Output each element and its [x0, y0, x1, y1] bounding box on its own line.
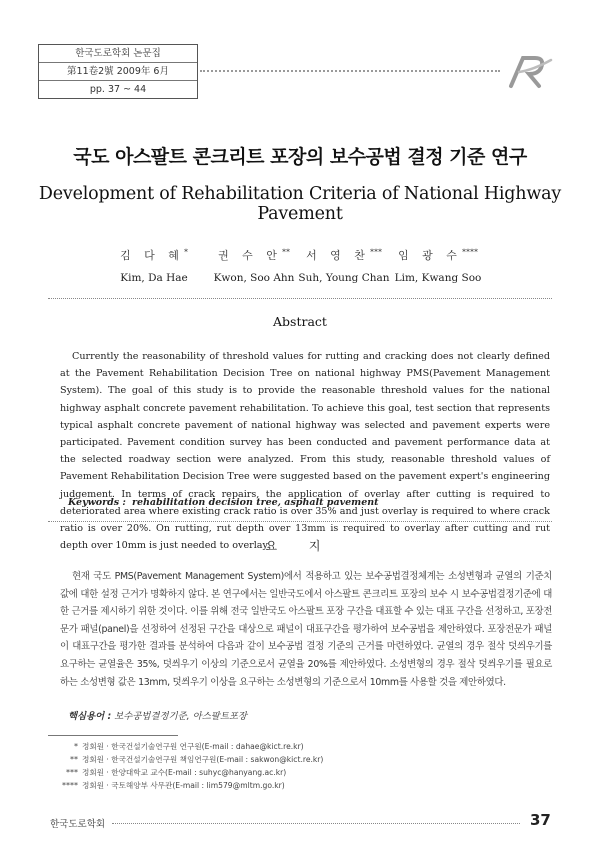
keywords-ko-line — [68, 708, 247, 722]
abstract-text: Currently the reasonability of threshold values for rutting and cracking does not clearly defined at the Pavement Rehabilitation Decision Tree on national highway PMS(Pavement Management System). The goal of this study is to provide the reasonable threshold values for the national highway asphalt concrete pavement rehabilitation. To achieve this goal, test section that represents typical asphalt concrete pavement of national highway was selected and pavement experts were participated. Pavement condition survey has been conducted and pavement performance data at the selected roadway section were analyzed. From this study, reasonable threshold values of Pavement Rehabilitation Decision Tree were suggested based on the pavement expert's engineering judgement. In terms of crack repairs, the application of overlay after cutting is required to deteriorated area where existing crack ratio is over 35% and just overlay is required to where crack ratio is over 20%. On rutting, rut depth over 13mm is required to overlay after cutting and rut depth over 10mm is just needed to overlay. — [60, 351, 550, 552]
footnote-mark: ** — [70, 755, 78, 764]
footnote-mark: *** — [66, 768, 78, 777]
footnote — [56, 767, 286, 778]
author-2-mark: ** — [281, 247, 290, 257]
footer-society: 한국도로학회 — [50, 819, 106, 830]
header-dotted-line — [200, 70, 500, 72]
footnote-rule — [48, 735, 178, 736]
abstract-heading: Abstract — [273, 314, 327, 329]
footer-dotted-line — [112, 823, 520, 824]
keywords-ko-text: 보수공법결정기준, 아스팔트포장 — [114, 711, 247, 722]
summary-body — [60, 568, 552, 691]
author-1-mark: * — [183, 247, 188, 257]
keywords-ko-label: 핵심용어 : — [68, 711, 112, 722]
journal-name: 한국도로학회 논문집 — [75, 48, 161, 59]
section-divider — [48, 298, 552, 299]
author-4-name-ko: 임 광 수 — [398, 249, 462, 262]
author-1-name-en: Kim, Da Hae — [120, 272, 188, 284]
keywords-text: rehabilitation decision tree, asphalt pavement — [131, 497, 379, 508]
author-4-mark: **** — [461, 247, 478, 257]
journal-pages: pp. 37 ~ 44 — [89, 84, 147, 95]
author-1-name-ko: 김 다 혜 — [120, 249, 184, 262]
journal-info-box — [38, 44, 198, 99]
summary-heading: 요 지 — [265, 539, 335, 553]
journal-logo-icon — [505, 52, 555, 90]
author-3-mark: *** — [369, 247, 382, 257]
footnote-text: 정회원 · 한양대학교 교수(E-mail : suhyc@hanyang.ac.kr) — [82, 768, 287, 777]
author-2-name-en: Kwon, Soo Ahn — [213, 272, 295, 284]
paper-title-korean: 국도 아스팔트 콘크리트 포장의 보수공법 결정 기준 연구 — [73, 146, 527, 168]
author-4-name-en: Lim, Kwang Soo — [394, 272, 482, 284]
footnote — [56, 754, 323, 765]
keywords-label: Keywords : — [68, 497, 126, 508]
summary-text: 현재 국도 PMS(Pavement Management System)에서 적용하고 있는 보수공법결정체계는 소성변형과 균열의 기준치 값에 대한 설정 근거가 명확하지 않다. 본 연구에서는 일반국도에서 아스팔트 콘크리트 포장의 보수 시 보수공법결정기준에 대한 근거를 제시하기 위한 것이다. 이를 위해 전국 일반국도 아스팔트 포장 구간을 대표할 수 있는 대표 구간을 선정하고, 포장전문가 패널(panel)을 선정하여 선정된 구간을 대상으로 패널이 대표구간을 평가하여 보수공법을 제안하였다. 포장전문가 패널이 대표구간을 평가한 결과를 분석하여 다음과 같이 보수공법 결정 기준의 근거를 마련하였다. 균열의 경우 절삭 덧씌우기를 요구하는 균열율은 35%, 덧씌우기 이상의 기준으로서 균열율 20%를 제안하였다. 소성변형의 경우 절삭 덧씌우기를 필요로 하는 소성변형 값은 13mm, 덧씌우기 이상을 요구하는 소성변형의 기준으로서 10mm를 사용할 것을 제안하였다. — [60, 571, 552, 688]
author-3-name-ko: 서 영 찬 — [306, 249, 370, 262]
author-2-name-ko: 권 수 안 — [218, 249, 282, 262]
journal-volume: 第11卷2號 2009年 6月 — [39, 62, 197, 81]
section-divider — [48, 521, 552, 522]
footnote-mark: **** — [62, 781, 78, 790]
abstract-body — [60, 348, 550, 554]
author-4 — [378, 247, 498, 284]
author-3-name-en: Suh, Young Chan — [298, 272, 390, 284]
footnote — [56, 780, 285, 791]
footnote — [56, 741, 304, 752]
keywords-line — [68, 497, 379, 508]
footnote-mark: * — [74, 742, 78, 751]
footnote-text: 정회원 · 한국건설기술연구원 연구원(E-mail : dahae@kict.re.kr) — [82, 742, 304, 751]
page-number: 37 — [530, 811, 551, 829]
paper-title-english: Development of Rehabilitation Criteria of National Highway Pavement — [38, 184, 562, 224]
footnote-text: 정회원 · 한국건설기술연구원 책임연구원(E-mail : sakwon@kict.re.kr) — [82, 755, 324, 764]
footnote-text: 정회원 · 국토해양부 사무관(E-mail : lim579@mltm.go.kr) — [82, 781, 285, 790]
